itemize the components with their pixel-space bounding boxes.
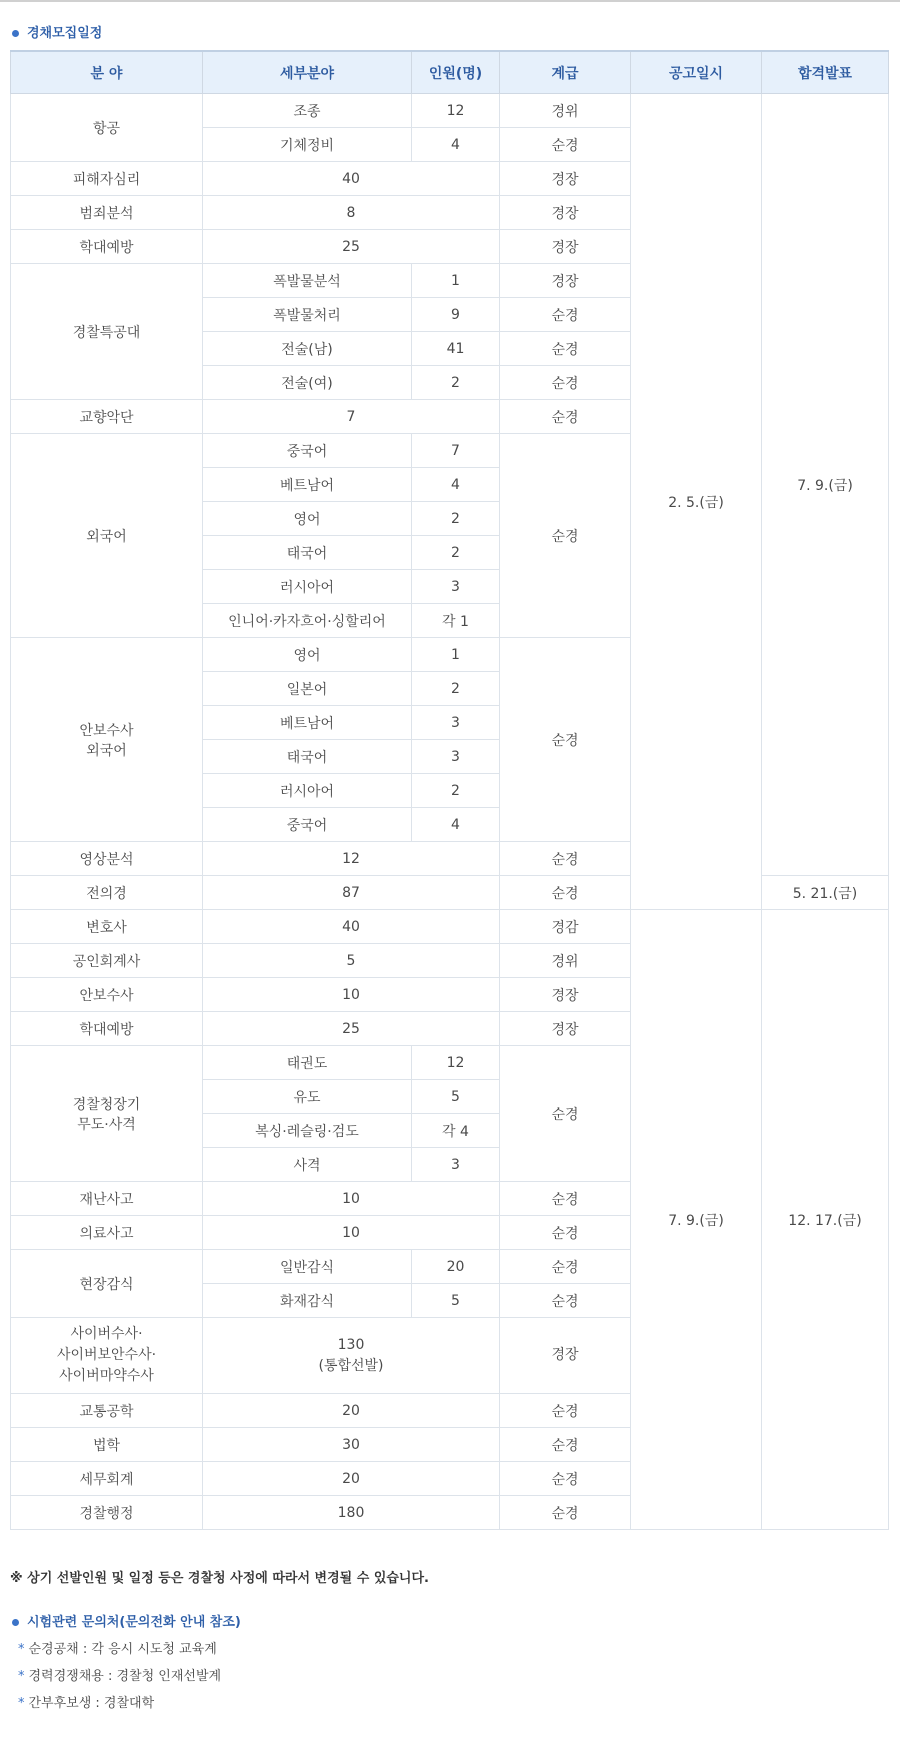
field-cell: 학대예방 <box>11 1012 203 1046</box>
count-cell: 1 <box>412 264 500 298</box>
subfield-cell: 영어 <box>203 502 412 536</box>
field-cell: 변호사 <box>11 910 203 944</box>
rank-cell: 경장 <box>500 978 631 1012</box>
rank-cell: 순경 <box>500 1428 631 1462</box>
count-cell: 20 <box>203 1394 500 1428</box>
contact-title-text: 시험관련 문의처(문의전화 안내 참조) <box>27 1615 241 1630</box>
count-cell: 2 <box>412 672 500 706</box>
section-title <box>12 22 102 41</box>
field-cell: 법학 <box>11 1428 203 1462</box>
count-cell: 1 <box>412 638 500 672</box>
field-cell: 교향악단 <box>11 400 203 434</box>
result-date-cell: 7. 9.(금) <box>762 94 889 876</box>
bullet-dot-icon <box>12 30 19 37</box>
field-cell: 전의경 <box>11 876 203 910</box>
count-cell: 5 <box>203 944 500 978</box>
header-count: 인원(명) <box>412 51 500 94</box>
rank-cell: 순경 <box>500 638 631 842</box>
asterisk-icon: * <box>18 1642 25 1657</box>
rank-cell: 순경 <box>500 400 631 434</box>
header-field: 분 야 <box>11 51 203 94</box>
section-title-text: 경채모집일정 <box>27 26 103 41</box>
subfield-cell: 인니어·카자흐어·싱할리어 <box>203 604 412 638</box>
rank-cell: 순경 <box>500 876 631 910</box>
subfield-cell: 유도 <box>203 1080 412 1114</box>
field-cell: 경찰특공대 <box>11 264 203 400</box>
rank-cell: 순경 <box>500 298 631 332</box>
header-result-date: 합격발표 <box>762 51 889 94</box>
subfield-cell: 폭발물처리 <box>203 298 412 332</box>
rank-cell: 순경 <box>500 128 631 162</box>
subfield-cell: 전술(남) <box>203 332 412 366</box>
asterisk-icon: * <box>18 1696 25 1711</box>
notice-date-cell: 7. 9.(금) <box>631 910 762 1530</box>
count-cell: 10 <box>203 978 500 1012</box>
top-divider <box>0 0 900 2</box>
count-cell: 2 <box>412 502 500 536</box>
field-cell: 학대예방 <box>11 230 203 264</box>
rank-cell: 순경 <box>500 1394 631 1428</box>
rank-cell: 순경 <box>500 1046 631 1182</box>
count-cell: 각 4 <box>412 1114 500 1148</box>
field-cell <box>11 1318 203 1394</box>
notice-date-cell: 2. 5.(금) <box>631 94 762 910</box>
header-notice-date: 공고일시 <box>631 51 762 94</box>
bullet-dot-icon <box>12 1619 19 1626</box>
subfield-cell: 베트남어 <box>203 706 412 740</box>
count-cell: 12 <box>203 842 500 876</box>
list-item <box>18 1690 221 1717</box>
count-cell: 4 <box>412 468 500 502</box>
count-cell: 2 <box>412 366 500 400</box>
count-cell: 7 <box>203 400 500 434</box>
contact-title <box>12 1611 241 1630</box>
count-cell: 12 <box>412 1046 500 1080</box>
rank-cell: 경위 <box>500 94 631 128</box>
field-cell: 공인회계사 <box>11 944 203 978</box>
count-cell: 87 <box>203 876 500 910</box>
rank-cell: 순경 <box>500 366 631 400</box>
subfield-cell: 일본어 <box>203 672 412 706</box>
table-row <box>11 94 889 128</box>
field-line: 안보수사 외국어 <box>79 722 134 759</box>
subfield-cell: 전술(여) <box>203 366 412 400</box>
rank-cell: 순경 <box>500 332 631 366</box>
subfield-cell: 중국어 <box>203 808 412 842</box>
subfield-cell: 태국어 <box>203 536 412 570</box>
rank-cell: 순경 <box>500 1462 631 1496</box>
rank-cell: 경장 <box>500 1318 631 1394</box>
field-cell: 경찰행정 <box>11 1496 203 1530</box>
count-cell: 25 <box>203 1012 500 1046</box>
contact-text: 경력경쟁채용 : 경찰청 인재선발계 <box>28 1669 222 1684</box>
header-subfield: 세부분야 <box>203 51 412 94</box>
subfield-cell: 폭발물분석 <box>203 264 412 298</box>
rank-cell: 순경 <box>500 1182 631 1216</box>
field-cell: 항공 <box>11 94 203 162</box>
subfield-cell: 러시아어 <box>203 570 412 604</box>
field-cell: 의료사고 <box>11 1216 203 1250</box>
table-header-row <box>11 51 889 94</box>
field-cell: 범죄분석 <box>11 196 203 230</box>
result-date-cell: 12. 17.(금) <box>762 910 889 1530</box>
subfield-cell: 태권도 <box>203 1046 412 1080</box>
rank-cell: 순경 <box>500 1250 631 1284</box>
field-line: 경찰청장기 무도·사격 <box>72 1096 141 1133</box>
result-date-cell: 5. 21.(금) <box>762 876 889 910</box>
field-cell <box>11 638 203 842</box>
count-cell: 25 <box>203 230 500 264</box>
contact-text: 순경공채 : 각 응시 시도청 교육계 <box>28 1642 217 1657</box>
list-item <box>18 1663 221 1690</box>
asterisk-icon: * <box>18 1669 25 1684</box>
subfield-cell: 영어 <box>203 638 412 672</box>
contact-text: 간부후보생 : 경찰대학 <box>28 1696 155 1711</box>
rank-cell: 순경 <box>500 1284 631 1318</box>
subfield-cell: 조종 <box>203 94 412 128</box>
field-cell: 영상분석 <box>11 842 203 876</box>
count-cell: 5 <box>412 1284 500 1318</box>
subfield-cell: 일반감식 <box>203 1250 412 1284</box>
count-cell: 40 <box>203 162 500 196</box>
count-cell: 4 <box>412 128 500 162</box>
subfield-cell: 중국어 <box>203 434 412 468</box>
subfield-cell: 베트남어 <box>203 468 412 502</box>
count-cell: 40 <box>203 910 500 944</box>
subfield-cell: 사격 <box>203 1148 412 1182</box>
count-cell: 9 <box>412 298 500 332</box>
count-cell: 5 <box>412 1080 500 1114</box>
count-cell: 30 <box>203 1428 500 1462</box>
rank-cell: 경장 <box>500 162 631 196</box>
list-item <box>18 1636 221 1663</box>
rank-cell: 경장 <box>500 264 631 298</box>
rank-cell: 순경 <box>500 1216 631 1250</box>
count-cell: 20 <box>203 1462 500 1496</box>
rank-cell: 경장 <box>500 230 631 264</box>
rank-cell: 경위 <box>500 944 631 978</box>
count-cell: 12 <box>412 94 500 128</box>
subfield-cell: 기체정비 <box>203 128 412 162</box>
rank-cell: 경감 <box>500 910 631 944</box>
count-cell: 7 <box>412 434 500 468</box>
field-cell: 현장감식 <box>11 1250 203 1318</box>
count-cell: 10 <box>203 1182 500 1216</box>
count-cell: 3 <box>412 706 500 740</box>
count-cell: 10 <box>203 1216 500 1250</box>
subfield-cell: 복싱·레슬링·검도 <box>203 1114 412 1148</box>
header-rank: 계급 <box>500 51 631 94</box>
schedule-change-note: ※ 상기 선발인원 및 일정 등은 경찰청 사정에 따라서 변경될 수 있습니다. <box>10 1571 429 1586</box>
subfield-cell: 화재감식 <box>203 1284 412 1318</box>
field-line: 사이버수사· 사이버보안수사· 사이버마약수사 <box>56 1326 157 1384</box>
recruitment-schedule-table <box>10 50 889 1530</box>
rank-cell: 순경 <box>500 1496 631 1530</box>
contact-list <box>18 1636 221 1717</box>
count-cell: 3 <box>412 740 500 774</box>
field-cell: 피해자심리 <box>11 162 203 196</box>
field-cell: 외국어 <box>11 434 203 638</box>
field-cell: 세무회계 <box>11 1462 203 1496</box>
count-cell: 2 <box>412 774 500 808</box>
rank-cell: 순경 <box>500 434 631 638</box>
count-cell: 41 <box>412 332 500 366</box>
count-cell: 4 <box>412 808 500 842</box>
count-line: 130 (통합선발) <box>318 1336 384 1374</box>
count-cell: 3 <box>412 570 500 604</box>
count-cell: 180 <box>203 1496 500 1530</box>
field-cell <box>11 1046 203 1182</box>
field-cell: 재난사고 <box>11 1182 203 1216</box>
count-cell: 2 <box>412 536 500 570</box>
subfield-cell: 러시아어 <box>203 774 412 808</box>
subfield-cell: 태국어 <box>203 740 412 774</box>
rank-cell: 경장 <box>500 1012 631 1046</box>
table-row <box>11 910 889 944</box>
rank-cell: 순경 <box>500 842 631 876</box>
count-cell: 8 <box>203 196 500 230</box>
rank-cell: 경장 <box>500 196 631 230</box>
count-cell: 각 1 <box>412 604 500 638</box>
count-cell: 20 <box>412 1250 500 1284</box>
field-cell: 안보수사 <box>11 978 203 1012</box>
count-cell <box>203 1318 500 1394</box>
count-cell: 3 <box>412 1148 500 1182</box>
field-cell: 교통공학 <box>11 1394 203 1428</box>
